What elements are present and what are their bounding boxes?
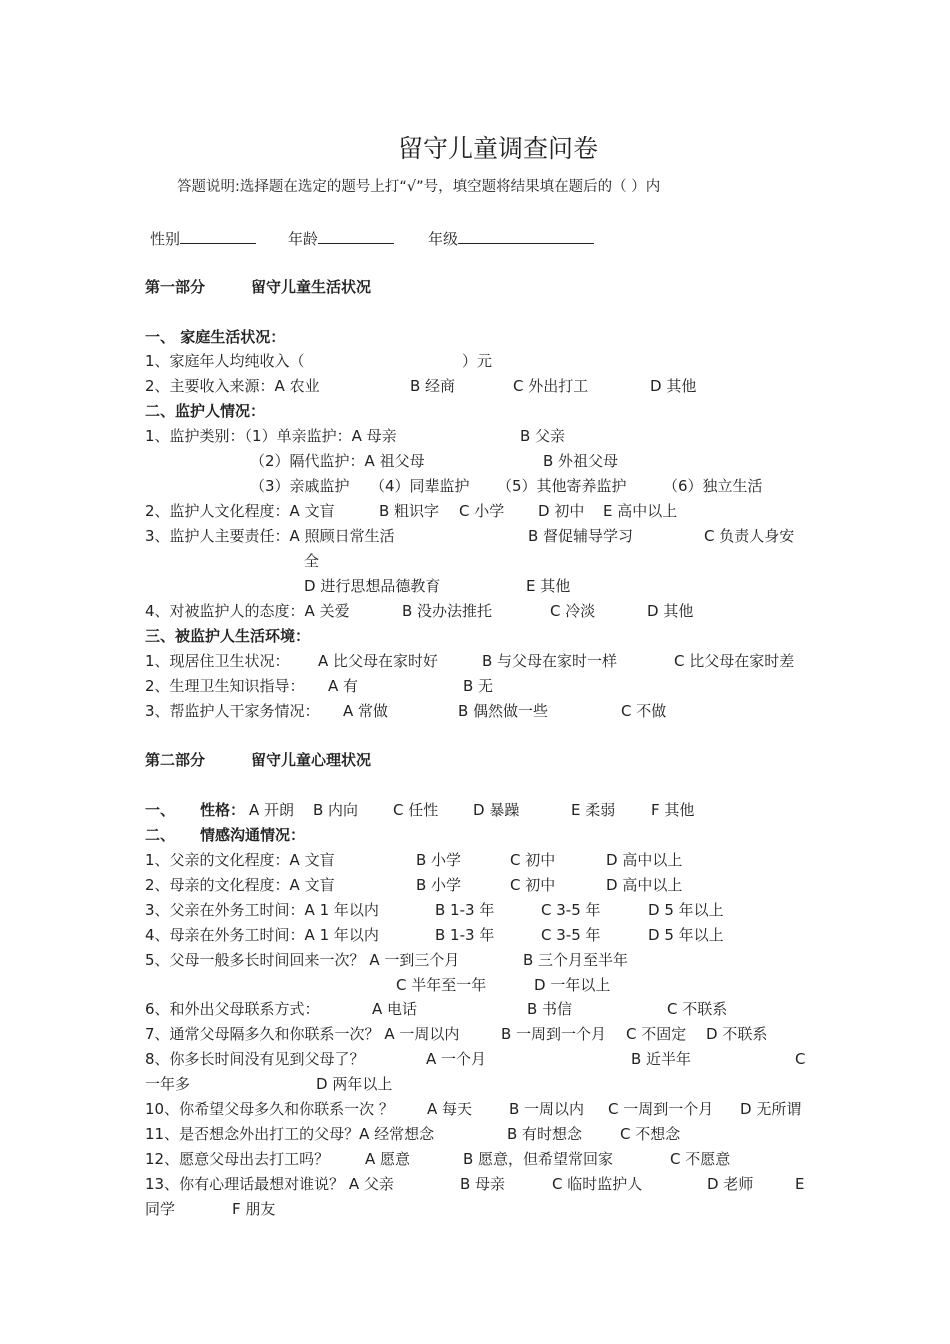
p2-q10-a: A 每天: [427, 1100, 473, 1118]
p1-s2-q4: 4、对被监护人的态度：A 关爱: [145, 602, 350, 620]
p1-s3-q3: 3、帮监护人干家务情况：: [145, 702, 320, 720]
p1-s2-q1-row2b: B 外祖父母: [543, 452, 619, 470]
p2-q7-b: B 一周到一个月: [501, 1025, 607, 1043]
p2-q13-e2: 同学: [145, 1200, 176, 1218]
p1-s2-q3: 3、监护人主要责任：A 照顾日常生活: [145, 527, 395, 545]
p1-s3-q3-b: B 偶然做一些: [458, 702, 549, 720]
p2-sec1-heading: 性格：: [200, 801, 246, 819]
p1-q2: 2、主要收入来源：A 农业: [145, 377, 320, 395]
instructions: 答题说明:选择题在选定的题号上打“√”号，填空题将结果填在题后的（ ）内: [177, 179, 661, 195]
p2-q5-b: B 三个月至半年: [523, 951, 629, 969]
p2-q3-d: D 5 年以上: [648, 901, 724, 919]
p2-q7-d: D 不联系: [706, 1025, 768, 1043]
part1-label: 第一部分: [145, 278, 206, 296]
info-age: 年龄: [288, 227, 394, 249]
p2-q8-c: C: [795, 1050, 806, 1068]
p2-q8-d: D 两年以上: [316, 1075, 393, 1093]
p2-q13-b: B 母亲: [460, 1175, 506, 1193]
p2-sec1-num: 一、: [145, 801, 176, 819]
p2-q5-d: D 一年以上: [534, 976, 611, 994]
p2-q6-a: A 电话: [372, 1000, 418, 1018]
p2-q12-a: A 愿意: [365, 1150, 411, 1168]
p2-q12-b: B 愿意，但希望常回家: [463, 1150, 614, 1168]
p1-s2-q3-b: B 督促辅导学习: [528, 527, 634, 545]
p1-q1-unit: ）元: [462, 352, 493, 370]
p2-q13-c: C 临时监护人: [552, 1175, 643, 1193]
p2-q3-b: B 1-3 年: [435, 901, 495, 919]
p2-q2: 2、母亲的文化程度：A 文盲: [145, 876, 335, 894]
part1-title: 留守儿童生活状况: [251, 278, 372, 296]
p1-s3-q1-a: A 比父母在家时好: [318, 652, 439, 670]
p2-q8-a: A 一个月: [426, 1050, 487, 1068]
p1-s2-q1-row3c: （5）其他寄养监护: [497, 477, 627, 495]
p1-sec3-heading: 三、被监护人生活环境：: [145, 627, 311, 645]
p2-q10: 10、你希望父母多久和你联系一次 ？: [145, 1100, 394, 1118]
p1-s2-q4-b: B 没办法推托: [402, 602, 493, 620]
p2-q6: 6、和外出父母联系方式：: [145, 1000, 320, 1018]
p1-s2-q3-c: C 负责人身安: [704, 527, 795, 545]
p1-s2-q2: 2、监护人文化程度：A 文盲: [145, 502, 335, 520]
p2-sec2-heading: 情感沟通情况：: [200, 826, 306, 844]
p2-q10-c: C 一周到一个月: [608, 1100, 714, 1118]
p2-q6-b: B 书信: [527, 1000, 573, 1018]
p1-s2-q4-d: D 其他: [647, 602, 694, 620]
p2-sec1-b: B 内向: [313, 801, 359, 819]
p1-s3-q3-c: C 不做: [621, 702, 667, 720]
p1-s2-q2-c: C 小学: [459, 502, 505, 520]
p1-s2-q3-c2: 全: [304, 552, 320, 570]
p2-sec1-e: E 柔弱: [571, 801, 616, 819]
p1-s2-q1-row2a: （2）隔代监护：A 祖父母: [250, 452, 425, 470]
p2-q13-f: F 朋友: [232, 1200, 276, 1218]
p2-q10-d: D 无所谓: [740, 1100, 802, 1118]
p1-s2-q2-d: D 初中: [538, 502, 585, 520]
p1-s3-q2: 2、生理卫生知识指导：: [145, 677, 305, 695]
p1-s2-q1: 1、监护类别：（1）单亲监护：A 母亲: [145, 427, 397, 445]
p1-s3-q1-c: C 比父母在家时差: [674, 652, 795, 670]
p2-q12: 12、愿意父母出去打工吗？: [145, 1150, 330, 1168]
p2-sec1-a: A 开朗: [249, 801, 295, 819]
p1-s3-q2-a: A 有: [328, 677, 359, 695]
p2-q13-d: D 老师: [707, 1175, 754, 1193]
p2-q1-d: D 高中以上: [606, 851, 683, 869]
p1-s2-q2-e: E 高中以上: [603, 502, 678, 520]
p2-q4-d: D 5 年以上: [648, 926, 724, 944]
p2-q2-b: B 小学: [416, 876, 462, 894]
p1-s2-q4-c: C 冷淡: [550, 602, 596, 620]
p2-q11-b: B 有时想念: [507, 1125, 583, 1143]
p1-s2-q3-d: D 进行思想品德教育: [304, 577, 441, 595]
p1-sec1-heading: 一、 家庭生活状况：: [145, 328, 286, 346]
p1-s2-q1-row3a: （3）亲戚监护: [250, 477, 350, 495]
part2-title: 留守儿童心理状况: [251, 751, 372, 769]
p1-q1: 1、家庭年人均纯收入（: [145, 352, 305, 370]
p2-q8-c2: 一年多: [145, 1075, 191, 1093]
p1-q2-b: B 经商: [410, 377, 456, 395]
p2-q11-c: C 不想念: [620, 1125, 681, 1143]
p2-q13-e: E: [795, 1175, 805, 1193]
p1-s2-q1-row3b: （4）同辈监护: [370, 477, 470, 495]
info-gender: 性别: [150, 227, 256, 249]
p2-sec1-c: C 任性: [393, 801, 439, 819]
p1-s3-q3-a: A 常做: [343, 702, 389, 720]
p2-sec1-f: F 其他: [651, 801, 695, 819]
part2-label: 第二部分: [145, 751, 206, 769]
p2-q7-c: C 不固定: [626, 1025, 687, 1043]
p2-q3-c: C 3-5 年: [541, 901, 601, 919]
p2-q2-d: D 高中以上: [606, 876, 683, 894]
p2-q4-b: B 1-3 年: [435, 926, 495, 944]
p2-sec1-d: D 暴躁: [473, 801, 520, 819]
info-grade: 年级: [428, 227, 594, 249]
p2-q13: 13、你有心理话最想对谁说？ A 父亲: [145, 1175, 394, 1193]
p2-q6-c: C 不联系: [667, 1000, 728, 1018]
p2-q1-b: B 小学: [416, 851, 462, 869]
p1-s3-q2-b: B 无: [463, 677, 494, 695]
p1-q2-d: D 其他: [650, 377, 697, 395]
document-title: 留守儿童调查问卷: [398, 134, 599, 163]
p1-sec2-heading: 二、监护人情况：: [145, 402, 266, 420]
p2-q1: 1、父亲的文化程度：A 文盲: [145, 851, 335, 869]
p2-q2-c: C 初中: [510, 876, 556, 894]
p2-q8-b: B 近半年: [631, 1050, 692, 1068]
p1-s2-q2-b: B 粗识字: [379, 502, 440, 520]
p1-s2-q1-row3d: （6）独立生活: [663, 477, 763, 495]
p2-q4-c: C 3-5 年: [541, 926, 601, 944]
p2-sec2-num: 二、: [145, 826, 176, 844]
p1-q2-c: C 外出打工: [513, 377, 589, 395]
p2-q10-b: B 一周以内: [509, 1100, 585, 1118]
p1-s3-q1-b: B 与父母在家时一样: [482, 652, 618, 670]
p2-q5-c: C 半年至一年: [396, 976, 487, 994]
p2-q8: 8、你多长时间没有见到父母了？: [145, 1050, 365, 1068]
p1-s3-q1: 1、现居住卫生状况：: [145, 652, 290, 670]
p2-q11: 11、是否想念外出打工的父母？A 经常想念: [145, 1125, 435, 1143]
p1-s2-q1-b: B 父亲: [520, 427, 566, 445]
p2-q7: 7、通常父母隔多久和你联系一次？ A 一周以内: [145, 1025, 460, 1043]
p2-q4: 4、母亲在外务工时间：A 1 年以内: [145, 926, 379, 944]
p2-q12-c: C 不愿意: [670, 1150, 731, 1168]
p2-q1-c: C 初中: [510, 851, 556, 869]
p2-q3: 3、父亲在外务工时间：A 1 年以内: [145, 901, 379, 919]
p2-q5: 5、父母一般多长时间回来一次？ A 一到三个月: [145, 951, 460, 969]
p1-s2-q3-e: E 其他: [526, 577, 571, 595]
